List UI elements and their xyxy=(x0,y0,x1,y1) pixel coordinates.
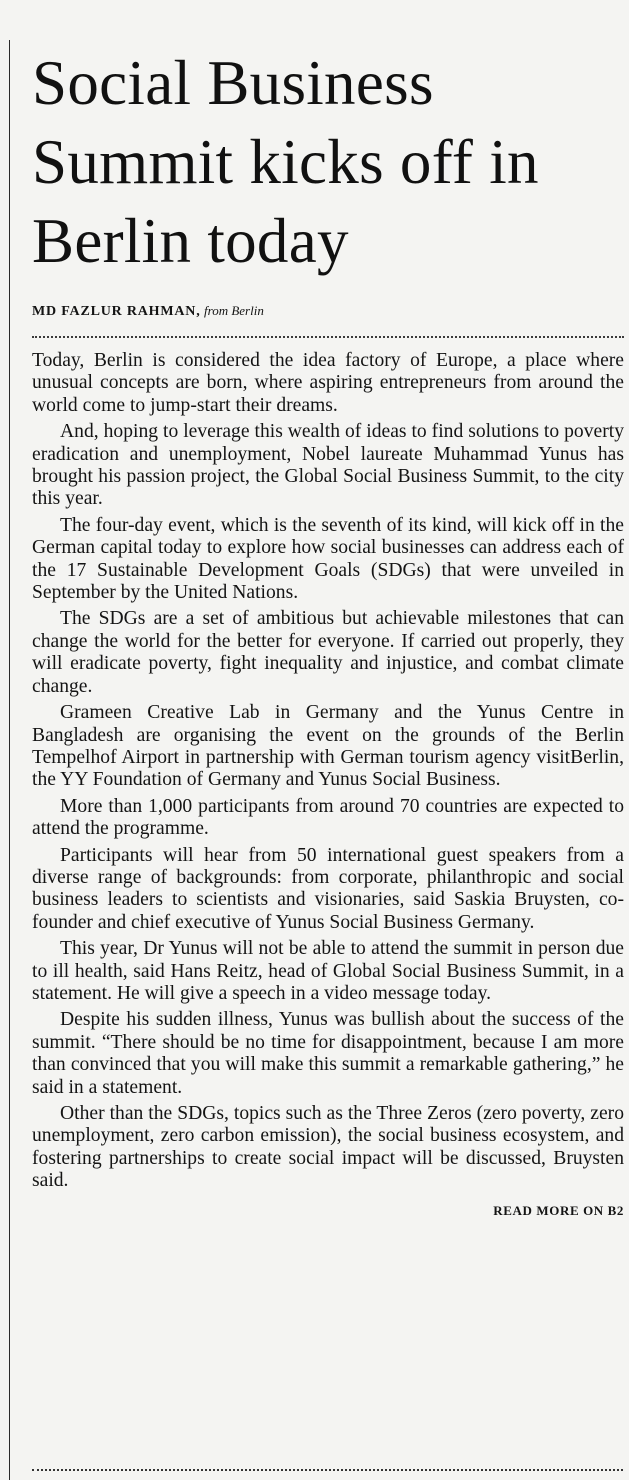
byline xyxy=(32,303,624,323)
paragraph: Today, Berlin is considered the idea factory of Europe, a place where unusual concepts are born, where aspiring entrepreneurs from around the world come to jump-start their dreams. xyxy=(32,350,624,416)
byline-author: MD FAZLUR RAHMAN, xyxy=(32,304,201,319)
paragraph: Despite his sudden illness, Yunus was bullish about the success of the summit. “There should be no time for disappointment, because I am more than convinced that you will make this summit a remarkable gathering,” he said in a statement. xyxy=(32,1009,624,1098)
article-body xyxy=(32,350,624,1193)
paragraph: The four-day event, which is the seventh of its kind, will kick off in the German capital today to explore how social businesses can address each of the 17 Sustainable Development Goals (SDGs) that were unveiled in September by the United Nations. xyxy=(32,514,624,604)
paragraph: Other than the SDGs, topics such as the Three Zeros (zero poverty, zero unemployment, zero carbon emission), the social business ecosystem, and fostering partnerships to create social impact will be discussed, Bruysten said. xyxy=(32,1103,624,1192)
bottom-divider xyxy=(32,1469,623,1471)
paragraph: Grameen Creative Lab in Germany and the Yunus Centre in Bangladesh are organising the event on the grounds of the Berlin Tempelhof Airport in partnership with German tourism agency visitBerlin, the YY Foundation of Germany and Yunus Social Business. xyxy=(32,702,624,791)
byline-divider xyxy=(32,336,624,338)
paragraph: More than 1,000 participants from around 70 countries are expected to attend the programme. xyxy=(32,795,624,840)
paragraph: Participants will hear from 50 international guest speakers from a diverse range of backgrounds: from corporate, philanthropic and social business leaders to scientists and visionaries, said Saskia Bruysten, co-founder and chief executive of Yunus Social Business Germany. xyxy=(32,844,624,933)
byline-location: from Berlin xyxy=(204,303,264,318)
headline: Social Business Summit kicks off in Berlin today xyxy=(32,48,539,276)
paragraph: The SDGs are a set of ambitious but achievable milestones that can change the world for the better for everyone. If carried out properly, they will eradicate poverty, fight inequality and injustice, and combat climate change. xyxy=(32,608,624,697)
paragraph: This year, Dr Yunus will not be able to attend the summit in person due to ill health, said Hans Reitz, head of Global Social Business Summit, in a statement. He will give a speech in a video message today. xyxy=(32,938,624,1004)
article xyxy=(32,0,624,1219)
paragraph: And, hoping to leverage this wealth of ideas to find solutions to poverty eradication and unemployment, Nobel laureate Muhammad Yunus has brought his passion project, the Global Social Business Summit, to the city this year. xyxy=(32,421,624,510)
read-more-link[interactable]: READ MORE ON B2 xyxy=(493,1202,624,1218)
column-rule xyxy=(9,40,10,1480)
